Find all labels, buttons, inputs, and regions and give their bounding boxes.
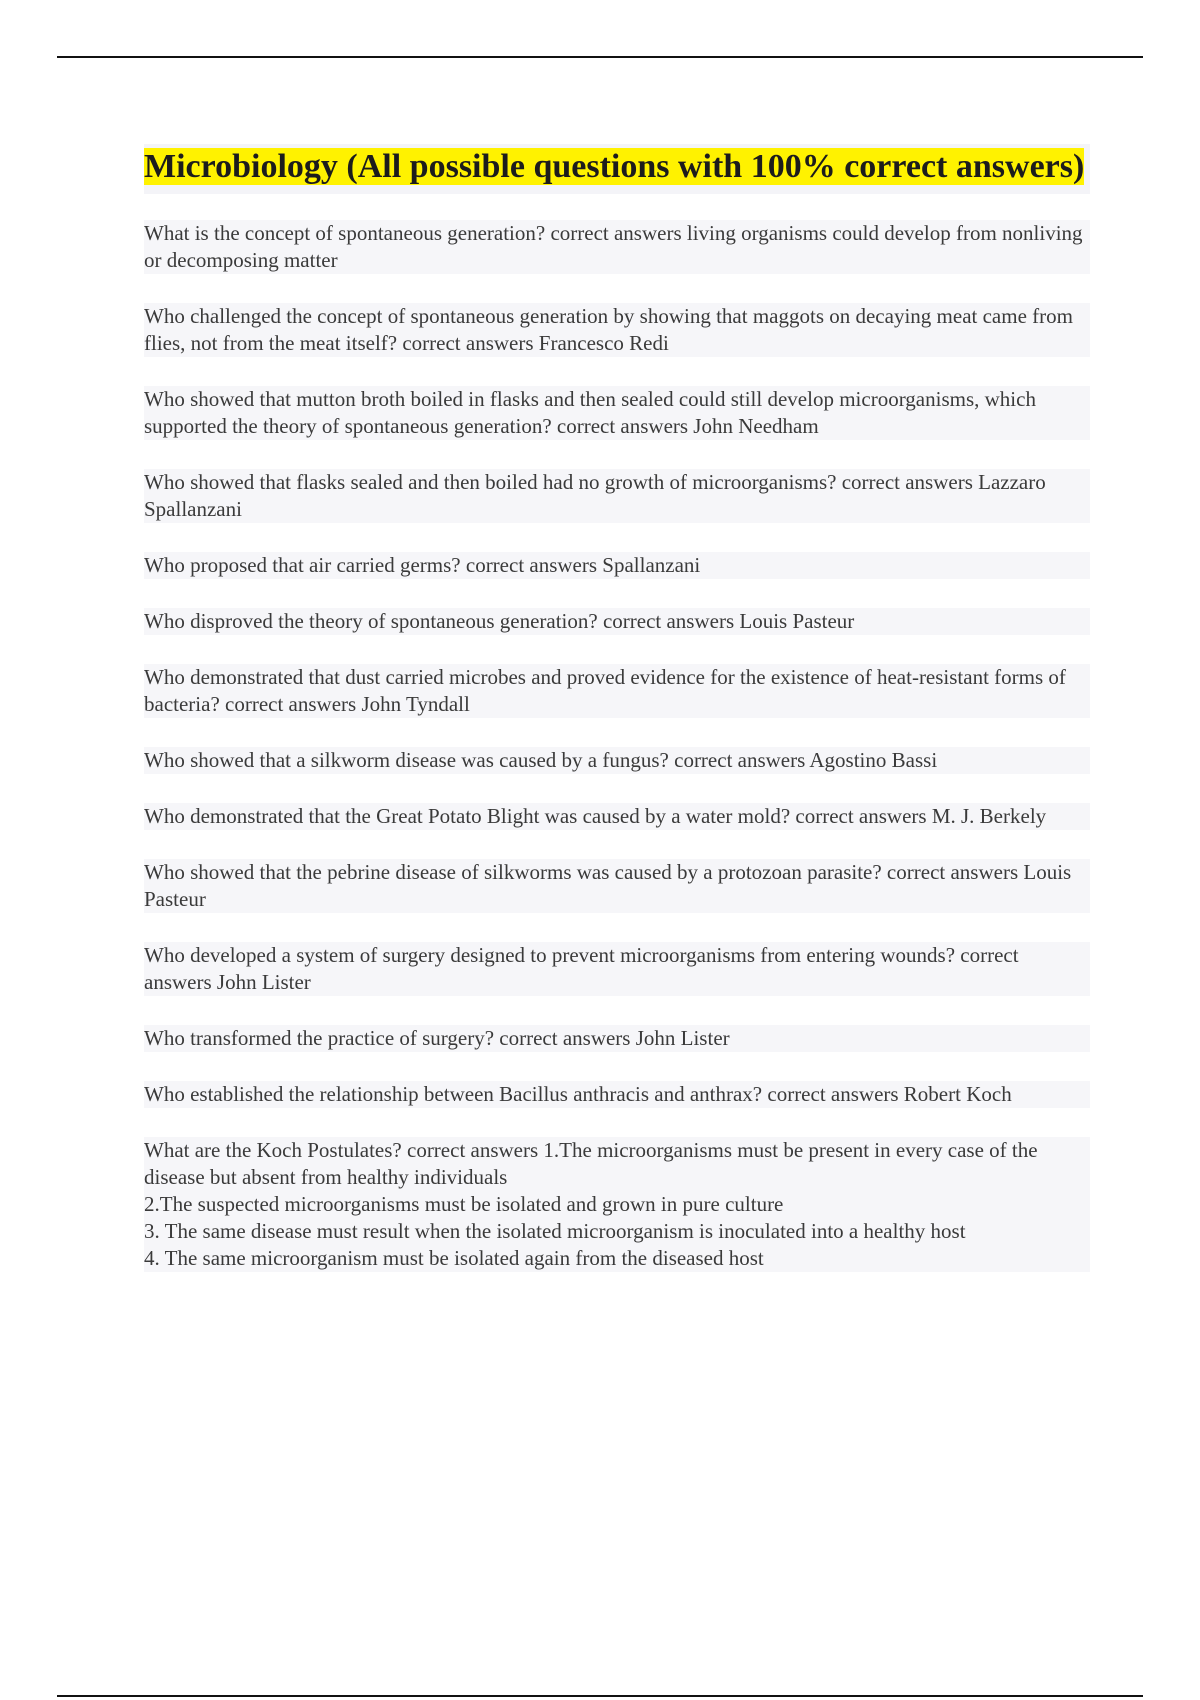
qa-item: Who demonstrated that dust carried microbes and proved evidence for the existence of heat-resistant forms of bacteria? correct answers John Tyndall	[144, 664, 1090, 718]
koch-line-3: 3. The same disease must result when the isolated microorganism is inoculated into a healthy host	[144, 1219, 966, 1243]
qa-item: What is the concept of spontaneous generation? correct answers living organisms could develop from nonliving or decomposing matter	[144, 220, 1090, 274]
title-block	[144, 144, 1090, 194]
qa-item: Who showed that a silkworm disease was caused by a fungus? correct answers Agostino Bassi	[144, 747, 1090, 774]
koch-line-4: 4. The same microorganism must be isolated again from the diseased host	[144, 1246, 764, 1270]
qa-item: Who demonstrated that the Great Potato Blight was caused by a water mold? correct answers M. J. Berkely	[144, 803, 1090, 830]
document-title	[144, 146, 1090, 188]
koch-line-1: What are the Koch Postulates? correct answers 1.The microorganisms must be present in every case of the disease but absent from healthy individuals	[144, 1138, 1038, 1189]
qa-item: Who showed that mutton broth boiled in flasks and then sealed could still develop microorganisms, which supported the theory of spontaneous generation? correct answers John Needham	[144, 386, 1090, 440]
koch-postulates-item	[144, 1137, 1090, 1272]
top-divider	[57, 56, 1143, 58]
qa-item: Who proposed that air carried germs? correct answers Spallanzani	[144, 552, 1090, 579]
title-highlight: Microbiology (All possible questions with 100% correct answers)	[144, 148, 1085, 185]
qa-item: Who established the relationship between Bacillus anthracis and anthrax? correct answers Robert Koch	[144, 1081, 1090, 1108]
bottom-divider	[57, 1695, 1143, 1697]
qa-item: Who showed that the pebrine disease of silkworms was caused by a protozoan parasite? correct answers Louis Pasteur	[144, 859, 1090, 913]
koch-line-2: 2.The suspected microorganisms must be isolated and grown in pure culture	[144, 1192, 784, 1216]
document-body	[144, 144, 1090, 1301]
qa-item: Who transformed the practice of surgery? correct answers John Lister	[144, 1025, 1090, 1052]
qa-item: Who disproved the theory of spontaneous generation? correct answers Louis Pasteur	[144, 608, 1090, 635]
qa-item: Who challenged the concept of spontaneous generation by showing that maggots on decaying meat came from flies, not from the meat itself? correct answers Francesco Redi	[144, 303, 1090, 357]
qa-item: Who showed that flasks sealed and then boiled had no growth of microorganisms? correct answers Lazzaro Spallanzani	[144, 469, 1090, 523]
qa-item: Who developed a system of surgery designed to prevent microorganisms from entering wounds? correct answers John Lister	[144, 942, 1090, 996]
